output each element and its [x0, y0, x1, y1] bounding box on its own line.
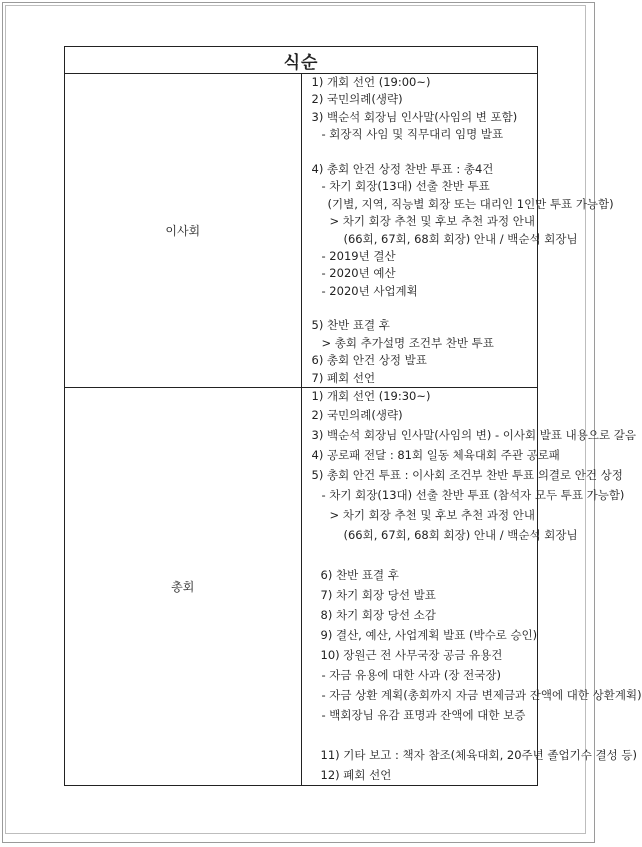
list-item: - 백회장님 유감 표명과 잔액에 대한 보증 — [321, 708, 526, 723]
list-item: - 자금 상환 계획(총회까지 자금 변제금과 잔액에 대한 상환계획) — [321, 688, 642, 703]
blank-line — [302, 725, 538, 745]
list-item: - 2019년 결산 — [321, 248, 396, 263]
list-item: 8) 차기 회장 당선 소감 — [320, 608, 436, 623]
list-item: (기별, 지역, 직능별 회장 또는 대리인 1인만 투표 가능함) — [327, 196, 614, 211]
list-item: (66회, 67회, 68회 회장) 안내 / 백순석 회장님 — [343, 528, 578, 543]
section-label-board: 이사회 — [65, 74, 302, 388]
list-item: 3) 백순석 회장님 인사말(사임의 변) - 이사회 발표 내용으로 갈음 — [311, 428, 636, 443]
list-item: 7) 차기 회장 당선 발표 — [320, 588, 436, 603]
list-item: - 회장직 사임 및 직무대리 임명 발표 — [321, 127, 504, 142]
list-item: > 차기 회장 추천 및 후보 추천 과정 안내 — [329, 214, 536, 229]
list-item: 6) 총회 안건 상정 발표 — [311, 353, 427, 368]
list-item: - 차기 회장(13대) 선출 찬반 투표 (참석자 모두 투표 가능함) — [321, 488, 625, 503]
list-item: - 자금 유용에 대한 사과 (장 전국장) — [321, 668, 501, 683]
list-item: 1) 개회 선언 (19:00~) — [311, 75, 431, 89]
list-item: 2) 국민의례(생략) — [311, 408, 403, 423]
list-item: (66회, 67회, 68회 회장) 안내 / 백순석 회장님 — [343, 231, 578, 246]
list-item: 3) 백순석 회장님 인사말(사임의 변 포함) — [311, 109, 518, 124]
section-content-general — [301, 388, 642, 786]
list-item: 7) 폐회 선언 — [311, 370, 376, 385]
list-item: 5) 찬반 표결 후 — [311, 318, 390, 333]
list-item: 2) 국민의례(생략) — [311, 92, 403, 107]
list-item: 4) 총회 안건 상정 찬반 투표 : 총4건 — [311, 161, 494, 176]
table-title: 식순 — [65, 47, 538, 74]
list-item: 4) 공로패 전달 : 81회 일동 체육대회 주관 공로패 — [311, 448, 560, 463]
section-row-general — [65, 388, 538, 786]
list-item: 6) 찬반 표결 후 — [320, 568, 399, 583]
list-item: 5) 총회 안건 투표 : 이사회 조건부 찬반 투표 의결로 안건 상정 — [311, 468, 623, 483]
list-item: 11) 기타 보고 : 책자 참조(체육대회, 20주년 졸업기수 결성 등) — [320, 748, 637, 763]
section-row-board — [65, 74, 538, 388]
title-row — [65, 47, 538, 74]
program-table — [64, 46, 642, 786]
list-item: - 2020년 사업계획 — [321, 283, 418, 298]
blank-line — [302, 545, 538, 565]
section-content-board — [301, 74, 614, 388]
list-item: 1) 개회 선언 (19:30~) — [311, 389, 431, 404]
list-item: > 차기 회장 추천 및 후보 추천 과정 안내 — [329, 508, 536, 523]
list-item: 10) 장원근 전 사무국장 공금 유용건 — [320, 648, 503, 663]
list-item: - 차기 회장(13대) 선출 찬반 투표 — [321, 179, 490, 194]
list-item: 12) 폐회 선언 — [320, 768, 392, 783]
list-item: - 2020년 예산 — [321, 266, 396, 281]
section-label-general: 총회 — [65, 388, 302, 786]
list-item: 9) 결산, 예산, 사업계획 발표 (박수로 승인) — [320, 628, 538, 643]
blank-line — [302, 144, 538, 161]
blank-line — [302, 300, 538, 317]
list-item: > 총회 추가설명 조건부 찬반 투표 — [321, 335, 494, 350]
